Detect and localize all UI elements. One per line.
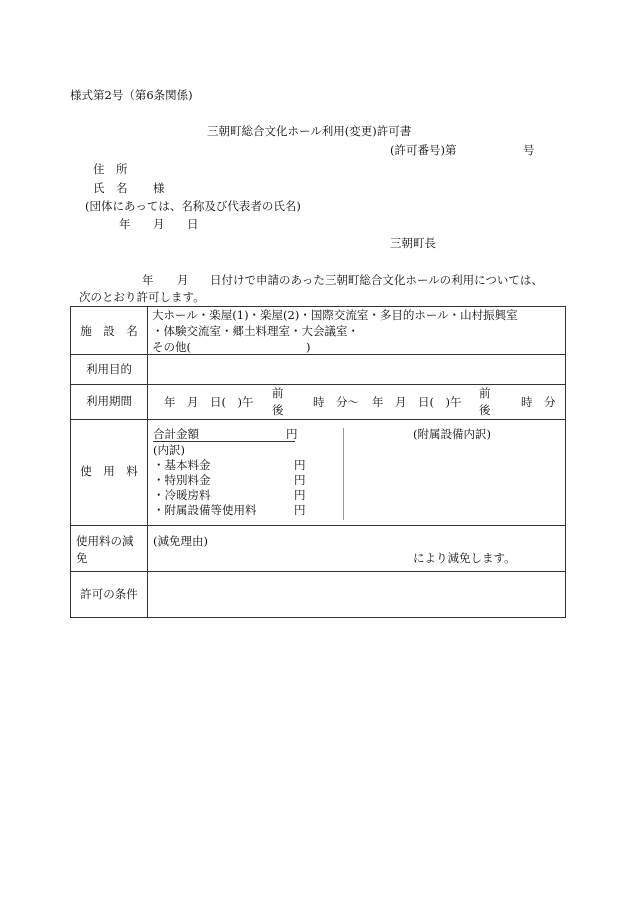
period-label: 利用期間: [86, 394, 132, 408]
purpose-label-cell: [71, 355, 148, 385]
conditions-value-cell: [148, 572, 566, 618]
row-reduction: [71, 526, 566, 572]
purpose-label: 利用目的: [86, 362, 132, 376]
fee-item-equipment: ・附属設備等使用料: [153, 503, 257, 517]
reduction-reason-label: (減免理由): [153, 534, 208, 548]
conditions-label-cell: [71, 572, 148, 618]
facility-options-line1: 大ホール・楽屋(1)・楽屋(2)・国際交流室・多目的ホール・山村振興室: [152, 308, 518, 322]
period-label-cell: [71, 385, 148, 420]
reduction-label-line2: 免: [76, 551, 88, 565]
row-period: [71, 385, 566, 420]
conditions-label: 許可の条件: [80, 587, 138, 601]
period-start-ampm-top: 前: [272, 386, 284, 400]
honorific: 様: [153, 181, 165, 195]
row-facility: [71, 307, 566, 355]
fee-total-line: [153, 427, 298, 442]
intro-line1: 日付けで申請のあった三朝町総合文化ホールの利用については、: [210, 273, 543, 287]
fee-label-cell: [71, 420, 148, 526]
fee-divider: [343, 428, 344, 520]
intro-line2: 次のとおり許可します。: [79, 290, 205, 304]
fee-label: 使 用 料: [80, 464, 138, 478]
issue-date-month: 月: [153, 217, 165, 231]
fee-total-currency: 円: [286, 427, 298, 441]
period-end-time: 時 分: [521, 395, 556, 409]
form-id: 様式第2号（第6条関係): [70, 88, 193, 102]
fee-total-label: 合計金額: [153, 427, 199, 441]
fee-breakdown-label: (内訳): [153, 443, 185, 457]
facility-label: 施 設 名: [80, 324, 138, 338]
address-label: 住 所: [93, 162, 128, 176]
row-conditions: [71, 572, 566, 618]
row-fee: [71, 420, 566, 526]
facility-label-cell: [71, 307, 148, 355]
facility-options-line2: ・体験交流室・郷土料理室・大会議室・: [152, 324, 359, 338]
reduction-closing: により減免します。: [413, 551, 516, 565]
permit-number-prefix: (許可番号)第: [390, 143, 457, 157]
intro-year: 年: [142, 273, 154, 287]
fee-item-special-currency: 円: [294, 473, 306, 487]
permit-number-suffix: 号: [523, 143, 535, 157]
issue-date-day: 日: [187, 217, 199, 231]
facility-value-cell: [148, 307, 566, 355]
fee-item-aircon: ・冷暖房料: [153, 488, 211, 502]
period-value-cell: [148, 385, 566, 420]
equipment-breakdown-header: (附属設備内訳): [413, 427, 491, 441]
period-end-ampm-bottom: 後: [479, 403, 491, 417]
fee-item-basic-currency: 円: [294, 458, 306, 472]
reduction-label-cell: [71, 526, 148, 572]
reduction-value-cell: [148, 526, 566, 572]
period-start-ampm-bottom: 後: [272, 403, 284, 417]
issue-date-year: 年: [119, 217, 131, 231]
facility-other: その他( ): [152, 340, 311, 354]
period-end-ampm-top: 前: [479, 386, 491, 400]
period-start-date: 年 月 日( )午: [164, 395, 254, 409]
reduction-label-line1: 使用料の減: [76, 534, 134, 548]
purpose-value-cell: [148, 355, 566, 385]
fee-item-aircon-currency: 円: [294, 488, 306, 502]
fee-item-basic: ・基本料金: [153, 458, 211, 472]
permit-table: [70, 306, 566, 618]
fee-item-special: ・特別料金: [153, 473, 211, 487]
fee-value-cell: [148, 420, 566, 526]
row-purpose: [71, 355, 566, 385]
period-start-time: 時 分～: [313, 395, 359, 409]
document-title: 三朝町総合文化ホール利用(変更)許可書: [207, 124, 412, 138]
group-note: (団体にあっては、名称及び代表者の氏名): [85, 199, 301, 213]
name-label: 氏 名: [93, 181, 128, 195]
intro-month: 月: [177, 273, 189, 287]
period-end-date: 年 月 日( )午: [372, 395, 462, 409]
fee-item-equipment-currency: 円: [294, 503, 306, 517]
issuer: 三朝町長: [390, 236, 436, 250]
